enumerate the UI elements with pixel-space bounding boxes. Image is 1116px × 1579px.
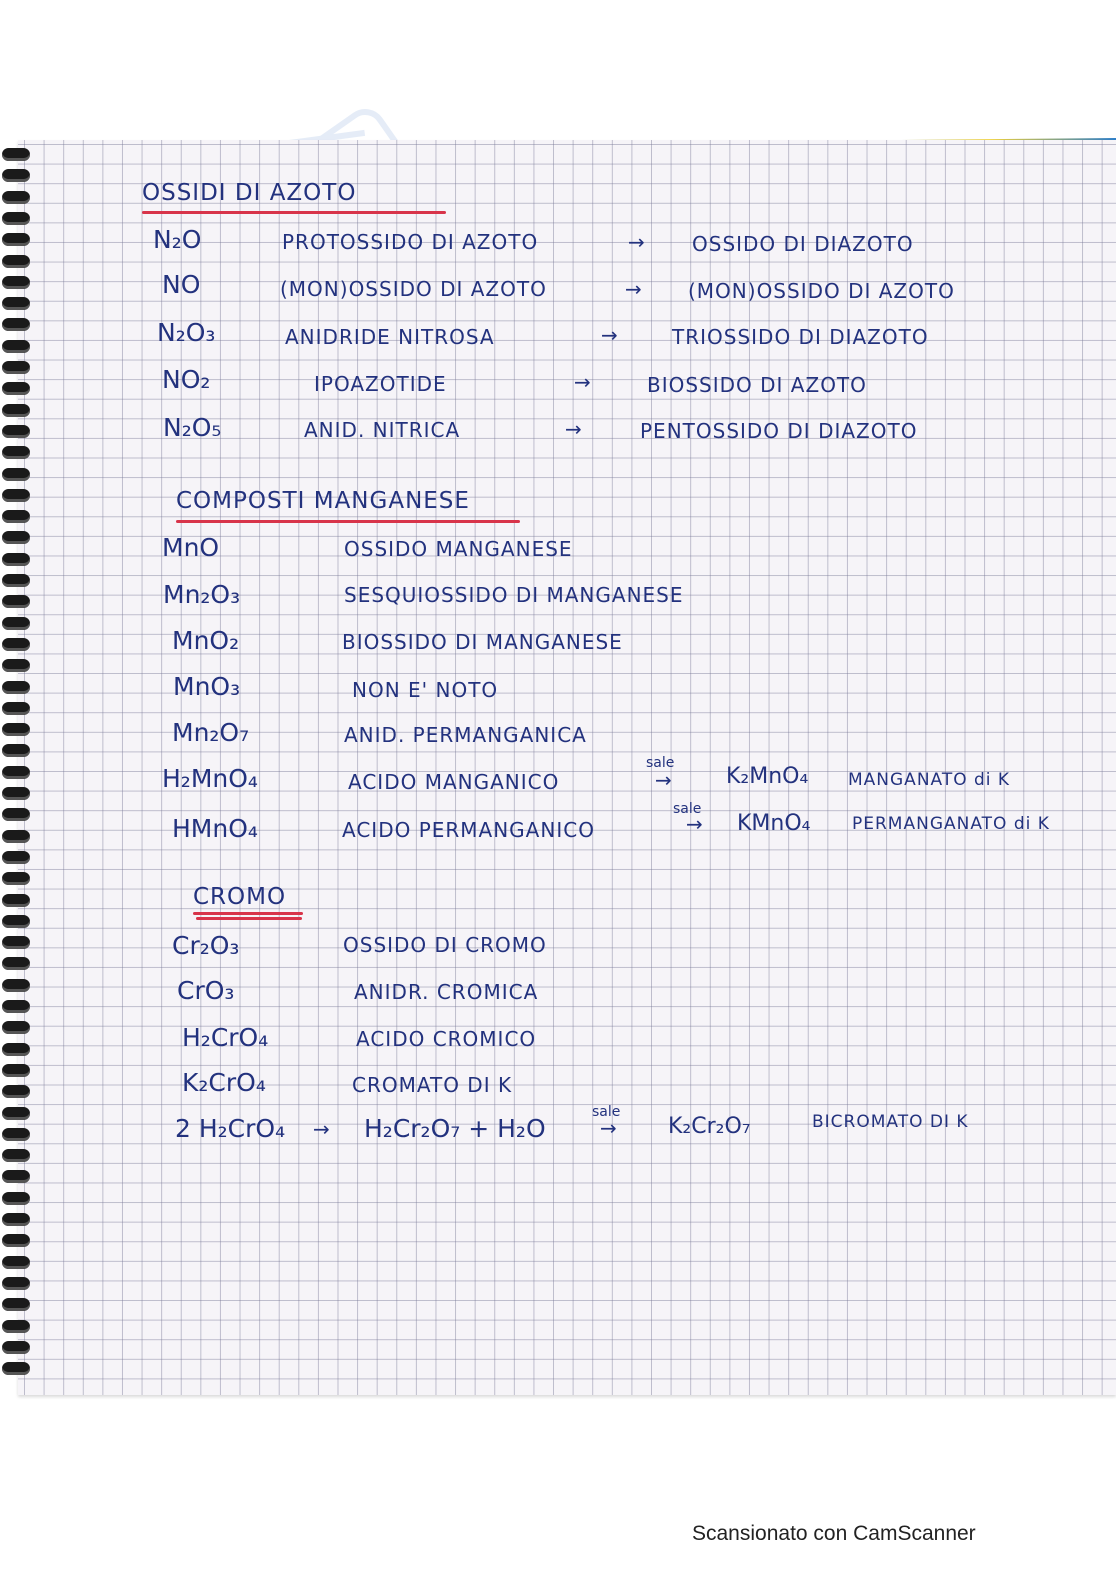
arrow-icon: → bbox=[600, 1116, 617, 1140]
formula: MnO₃ bbox=[173, 672, 241, 701]
product-name: BICROMATO DI K bbox=[812, 1112, 969, 1132]
title-underline bbox=[142, 211, 446, 214]
compound-name: ACIDO PERMANGANICO bbox=[342, 818, 595, 842]
spiral-ring bbox=[2, 915, 30, 928]
title-underline bbox=[193, 912, 303, 915]
reaction-label: sale bbox=[646, 755, 675, 771]
spiral-ring bbox=[2, 617, 30, 630]
formula: H₂CrO₄ bbox=[182, 1023, 269, 1052]
reaction-lhs: 2 H₂CrO₄ bbox=[175, 1114, 286, 1143]
spiral-ring bbox=[2, 191, 30, 204]
compound-name: OSSIDO MANGANESE bbox=[344, 537, 573, 561]
compound-name: ANIDR. CROMICA bbox=[354, 980, 539, 1004]
reaction-label: sale bbox=[592, 1104, 621, 1120]
arrow-icon: → bbox=[628, 230, 645, 254]
compound-name: ANID. PERMANGANICA bbox=[344, 723, 587, 747]
formula: HMnO₄ bbox=[172, 814, 258, 843]
formula: N₂O₃ bbox=[157, 318, 216, 347]
spiral-ring bbox=[2, 766, 30, 779]
spiral-ring bbox=[2, 744, 30, 757]
spiral-ring bbox=[2, 1043, 30, 1056]
compound-name: NON E' NOTO bbox=[352, 678, 499, 702]
spiral-ring bbox=[2, 1170, 30, 1183]
formula: Mn₂O₇ bbox=[172, 718, 250, 747]
spiral-ring bbox=[2, 702, 30, 715]
section-title-manganese: COMPOSTI MANGANESE bbox=[176, 488, 470, 514]
compound-name: BIOSSIDO DI MANGANESE bbox=[342, 630, 623, 654]
spiral-ring bbox=[2, 1000, 30, 1013]
spiral-ring bbox=[2, 808, 30, 821]
formula: Mn₂O₃ bbox=[163, 580, 241, 609]
formula: Cr₂O₃ bbox=[172, 931, 240, 960]
spiral-ring bbox=[2, 1213, 30, 1226]
formula: K₂CrO₄ bbox=[182, 1068, 266, 1097]
arrow-icon: → bbox=[601, 323, 618, 347]
traditional-name: IPOAZOTIDE bbox=[314, 372, 447, 396]
spiral-ring bbox=[2, 1107, 30, 1120]
spiral-ring bbox=[2, 510, 30, 523]
spiral-ring bbox=[2, 148, 30, 161]
spiral-ring bbox=[2, 361, 30, 374]
spiral-ring bbox=[2, 169, 30, 182]
iupac-name: PENTOSSIDO DI DIAZOTO bbox=[640, 419, 918, 443]
traditional-name: PROTOSSIDO DI AZOTO bbox=[282, 230, 539, 254]
spiral-ring bbox=[2, 1021, 30, 1034]
scanner-footer: Scansionato con CamScanner bbox=[692, 1522, 976, 1545]
iupac-name: (MON)OSSIDO DI AZOTO bbox=[688, 279, 955, 303]
spiral-ring bbox=[2, 957, 30, 970]
spiral-ring bbox=[2, 1128, 30, 1141]
compound-name: ACIDO CROMICO bbox=[356, 1027, 537, 1051]
spiral-ring bbox=[2, 830, 30, 843]
spiral-ring bbox=[2, 1064, 30, 1077]
spiral-ring bbox=[2, 1277, 30, 1290]
spiral-ring bbox=[2, 340, 30, 353]
section-title-nitrogen: OSSIDI DI AZOTO bbox=[142, 180, 357, 206]
compound-name: ACIDO MANGANICO bbox=[348, 770, 560, 794]
arrow-icon: → bbox=[565, 417, 582, 441]
salt-name: MANGANATO di K bbox=[848, 770, 1011, 790]
spiral-ring bbox=[2, 1149, 30, 1162]
spiral-ring bbox=[2, 382, 30, 395]
traditional-name: ANID. NITRICA bbox=[304, 418, 461, 442]
product-formula: K₂Cr₂O₇ bbox=[668, 1114, 751, 1139]
spiral-ring bbox=[2, 1256, 30, 1269]
spiral-ring bbox=[2, 233, 30, 246]
spiral-ring bbox=[2, 595, 30, 608]
arrow-icon: → bbox=[625, 277, 642, 301]
title-underline bbox=[196, 917, 302, 920]
spiral-ring bbox=[2, 297, 30, 310]
spiral-ring bbox=[2, 553, 30, 566]
compound-name: OSSIDO DI CROMO bbox=[343, 933, 547, 957]
spiral-ring bbox=[2, 681, 30, 694]
traditional-name: (MON)OSSIDO DI AZOTO bbox=[280, 277, 547, 301]
arrow-icon: → bbox=[574, 370, 591, 394]
formula: N₂O bbox=[153, 225, 202, 254]
spiral-binding bbox=[0, 148, 40, 1378]
spiral-ring bbox=[2, 574, 30, 587]
spiral-ring bbox=[2, 787, 30, 800]
reaction-rhs: H₂Cr₂O₇ + H₂O bbox=[364, 1114, 546, 1143]
spiral-ring bbox=[2, 979, 30, 992]
formula: N₂O₅ bbox=[163, 413, 222, 442]
salt-formula: K₂MnO₄ bbox=[726, 764, 809, 789]
spiral-ring bbox=[2, 1085, 30, 1098]
reaction-label: sale bbox=[673, 801, 702, 817]
arrow-icon: → bbox=[655, 768, 672, 792]
spiral-ring bbox=[2, 276, 30, 289]
spiral-ring bbox=[2, 404, 30, 417]
iupac-name: OSSIDO DI DIAZOTO bbox=[692, 232, 914, 256]
title-underline bbox=[176, 520, 520, 523]
salt-name: PERMANGANATO di K bbox=[852, 814, 1050, 834]
spiral-ring bbox=[2, 659, 30, 672]
formula: H₂MnO₄ bbox=[162, 764, 258, 793]
salt-formula: KMnO₄ bbox=[737, 811, 811, 836]
spiral-ring bbox=[2, 425, 30, 438]
spiral-ring bbox=[2, 318, 30, 331]
spiral-ring bbox=[2, 446, 30, 459]
spiral-ring bbox=[2, 1341, 30, 1354]
spiral-ring bbox=[2, 1362, 30, 1375]
formula: CrO₃ bbox=[177, 976, 235, 1005]
spiral-ring bbox=[2, 212, 30, 225]
formula: MnO bbox=[162, 533, 220, 562]
spiral-ring bbox=[2, 851, 30, 864]
section-title-chromium: CROMO bbox=[193, 884, 287, 910]
spiral-ring bbox=[2, 723, 30, 736]
traditional-name: ANIDRIDE NITROSA bbox=[285, 325, 495, 349]
iupac-name: TRIOSSIDO DI DIAZOTO bbox=[672, 325, 929, 349]
formula: NO₂ bbox=[162, 365, 211, 394]
arrow-icon: → bbox=[313, 1117, 330, 1141]
spiral-ring bbox=[2, 894, 30, 907]
spiral-ring bbox=[2, 531, 30, 544]
spiral-ring bbox=[2, 638, 30, 651]
spiral-ring bbox=[2, 489, 30, 502]
arrow-icon: → bbox=[686, 812, 703, 836]
spiral-ring bbox=[2, 1298, 30, 1311]
spiral-ring bbox=[2, 1320, 30, 1333]
formula: MnO₂ bbox=[172, 626, 240, 655]
spiral-ring bbox=[2, 1234, 30, 1247]
compound-name: CROMATO DI K bbox=[352, 1073, 513, 1097]
iupac-name: BIOSSIDO DI AZOTO bbox=[647, 373, 867, 397]
compound-name: SESQUIOSSIDO DI MANGANESE bbox=[344, 583, 684, 607]
spiral-ring bbox=[2, 255, 30, 268]
spiral-ring bbox=[2, 468, 30, 481]
spiral-ring bbox=[2, 936, 30, 949]
spiral-ring bbox=[2, 1192, 30, 1205]
formula: NO bbox=[162, 270, 201, 299]
spiral-ring bbox=[2, 872, 30, 885]
